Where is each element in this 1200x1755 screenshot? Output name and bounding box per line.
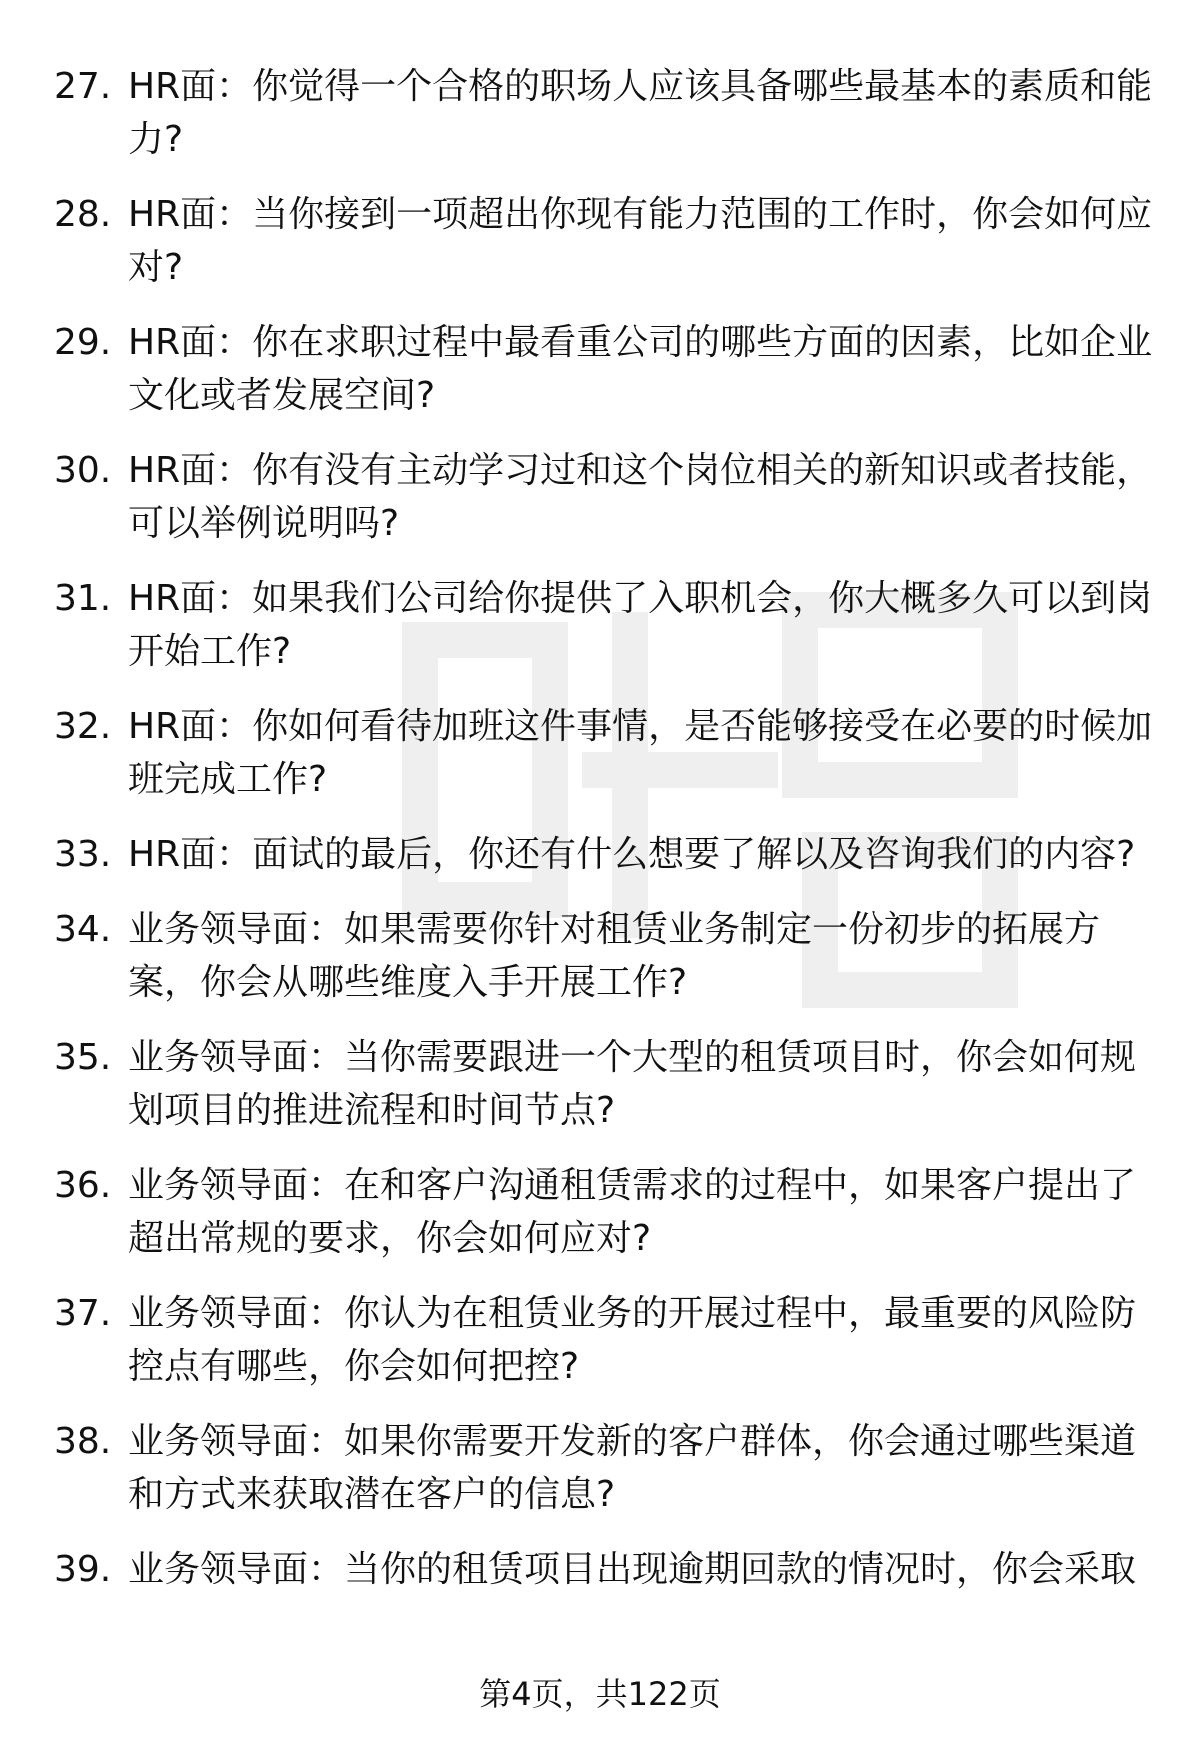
page-number-footer: 第4页，共122页 (479, 1675, 721, 1713)
question-item (54, 1031, 1164, 1137)
question-text: 业务领导面：如果需要你针对租赁业务制定一份初步的拓展方案，你会从哪些维度入手开展工作? (128, 909, 1101, 1003)
question-number: 38. (54, 1421, 112, 1462)
question-number: 36. (54, 1165, 112, 1206)
question-item (54, 1543, 1164, 1596)
question-number: 37. (54, 1293, 112, 1334)
question-text: HR面：你觉得一个合格的职场人应该具备哪些最基本的素质和能力? (128, 66, 1153, 160)
question-number: 27. (54, 66, 112, 107)
question-text: 业务领导面：当你需要跟进一个大型的租赁项目时，你会如何规划项目的推进流程和时间节点? (128, 1037, 1137, 1131)
question-item (54, 828, 1164, 881)
question-number: 35. (54, 1037, 112, 1078)
question-item (54, 700, 1164, 806)
question-number: 28. (54, 194, 112, 235)
question-number: 29. (54, 322, 112, 363)
question-text: 业务领导面：如果你需要开发新的客户群体，你会通过哪些渠道和方式来获取潜在客户的信息? (128, 1421, 1137, 1515)
question-text: HR面：你在求职过程中最看重公司的哪些方面的因素，比如企业文化或者发展空间? (128, 322, 1153, 416)
question-item (54, 188, 1164, 294)
question-number: 31. (54, 578, 112, 619)
question-text: HR面：当你接到一项超出你现有能力范围的工作时，你会如何应对? (128, 194, 1153, 288)
question-item (54, 1159, 1164, 1265)
question-item (54, 572, 1164, 678)
question-list (54, 60, 1164, 1618)
question-number: 34. (54, 909, 112, 950)
question-text: 业务领导面：在和客户沟通租赁需求的过程中，如果客户提出了超出常规的要求，你会如何应对? (128, 1165, 1137, 1259)
question-text: 业务领导面：你认为在租赁业务的开展过程中，最重要的风险防控点有哪些，你会如何把控? (128, 1293, 1137, 1387)
question-number: 39. (54, 1549, 112, 1590)
question-item (54, 60, 1164, 166)
question-item (54, 316, 1164, 422)
question-text: HR面：面试的最后，你还有什么想要了解以及咨询我们的内容? (128, 834, 1136, 875)
question-number: 30. (54, 450, 112, 491)
question-number: 32. (54, 706, 112, 747)
question-item (54, 1287, 1164, 1393)
question-text: HR面：你有没有主动学习过和这个岗位相关的新知识或者技能，可以举例说明吗? (128, 450, 1153, 544)
question-text: HR面：如果我们公司给你提供了入职机会，你大概多久可以到岗开始工作? (128, 578, 1153, 672)
question-text: 业务领导面：当你的租赁项目出现逾期回款的情况时，你会采取 (128, 1549, 1137, 1590)
question-item (54, 444, 1164, 550)
question-item (54, 1415, 1164, 1521)
question-item (54, 903, 1164, 1009)
question-text: HR面：你如何看待加班这件事情，是否能够接受在必要的时候加班完成工作? (128, 706, 1153, 800)
question-number: 33. (54, 834, 112, 875)
